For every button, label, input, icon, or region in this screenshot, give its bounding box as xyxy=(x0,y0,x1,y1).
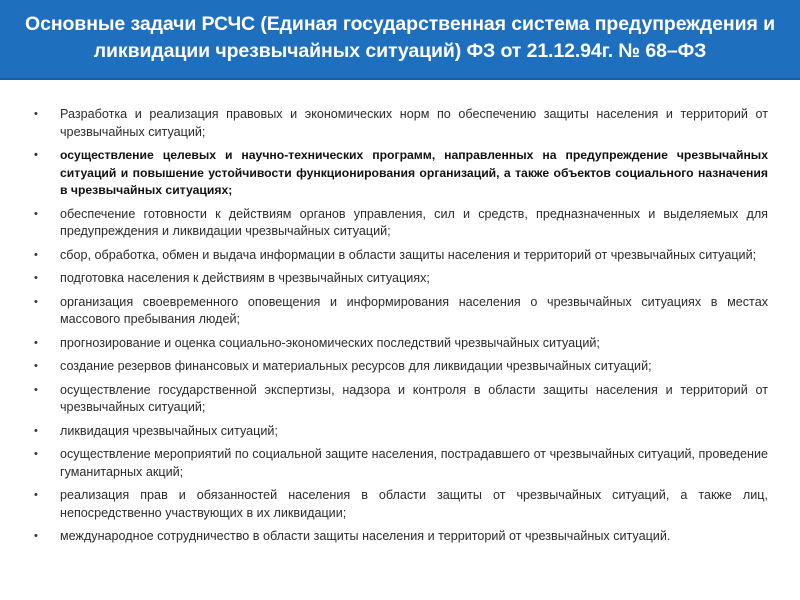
list-item xyxy=(34,358,768,376)
bullet-icon: • xyxy=(34,108,38,120)
list-item-text: международное сотрудничество в области защиты населения и территорий от чрезвычайных ситуаций. xyxy=(60,529,671,543)
task-list xyxy=(34,106,768,552)
list-item-text: осуществление государственной экспертизы, надзора и контроля в области защиты населения и территорий от чрезвычайных ситуаций; xyxy=(60,382,768,414)
bullet-icon: • xyxy=(34,336,38,349)
list-item xyxy=(34,528,768,546)
bullet-icon: • xyxy=(34,448,38,460)
list-item xyxy=(34,294,768,329)
list-item-text: создание резервов финансовых и материальных ресурсов для ликвидации чрезвычайных ситуаций; xyxy=(60,359,652,373)
bullet-icon: • xyxy=(34,424,38,437)
list-item xyxy=(34,446,768,481)
bullet-icon: • xyxy=(34,295,38,308)
title-bar xyxy=(0,0,800,80)
bullet-icon: • xyxy=(34,530,38,542)
list-item-text: осуществление целевых и научно-технических программ, направленных на предупреждение чрезвычайных ситуаций и повышение устойчивости функционирования организаций, а также объектов социального назначения в чрезвычайных ситуациях; xyxy=(60,148,768,197)
list-item-text: подготовка населения к действиям в чрезвычайных ситуациях; xyxy=(60,271,430,285)
list-item-text: осуществление мероприятий по социальной защите населения, пострадавшего от чрезвычайных ситуаций, проведение гуманитарных акций; xyxy=(60,447,768,479)
list-item xyxy=(34,335,768,353)
bullet-icon: • xyxy=(34,149,38,161)
list-item-text: реализация прав и обязанностей населения в области защиты от чрезвычайных ситуаций, а также лиц, непосредственно участвующих в их ликвидации; xyxy=(60,488,768,520)
list-item xyxy=(34,247,768,265)
list-item-text: сбор, обработка, обмен и выдача информации в области защиты населения и территорий от чрезвычайных ситуаций; xyxy=(60,247,757,262)
bullet-icon: • xyxy=(34,489,38,501)
bullet-icon: • xyxy=(34,360,38,372)
bullet-icon: • xyxy=(34,207,38,220)
list-item xyxy=(34,147,768,200)
list-item-text: Разработка и реализация правовых и экономических норм по обеспечению защиты населения и территорий от чрезвычайных ситуаций; xyxy=(60,107,768,139)
list-item xyxy=(34,487,768,522)
bullet-icon: • xyxy=(34,248,38,261)
list-item-text: прогнозирование и оценка социально-экономических последствий чрезвычайных ситуаций; xyxy=(60,335,600,350)
list-item xyxy=(34,270,768,288)
list-item-text: организация своевременного оповещения и информирования населения о чрезвычайных ситуациях в местах массового пребывания людей; xyxy=(60,294,768,326)
list-item-text: обеспечение готовности к действиям органов управления, сил и средств, предназначенных и выделяемых для предупреждения и ликвидации чрезвычайных ситуаций; xyxy=(60,206,768,238)
bullet-icon: • xyxy=(34,383,38,396)
list-item-text: ликвидация чрезвычайных ситуаций; xyxy=(60,423,278,438)
list-item xyxy=(34,206,768,241)
list-item xyxy=(34,382,768,417)
list-item xyxy=(34,106,768,141)
list-item xyxy=(34,423,768,441)
bullet-icon: • xyxy=(34,272,38,284)
slide-title: Основные задачи РСЧС (Единая государственная система предупреждения и ликвидации чрезвычайных ситуаций) ФЗ от 21.12.94г. № 68–ФЗ xyxy=(25,13,775,62)
